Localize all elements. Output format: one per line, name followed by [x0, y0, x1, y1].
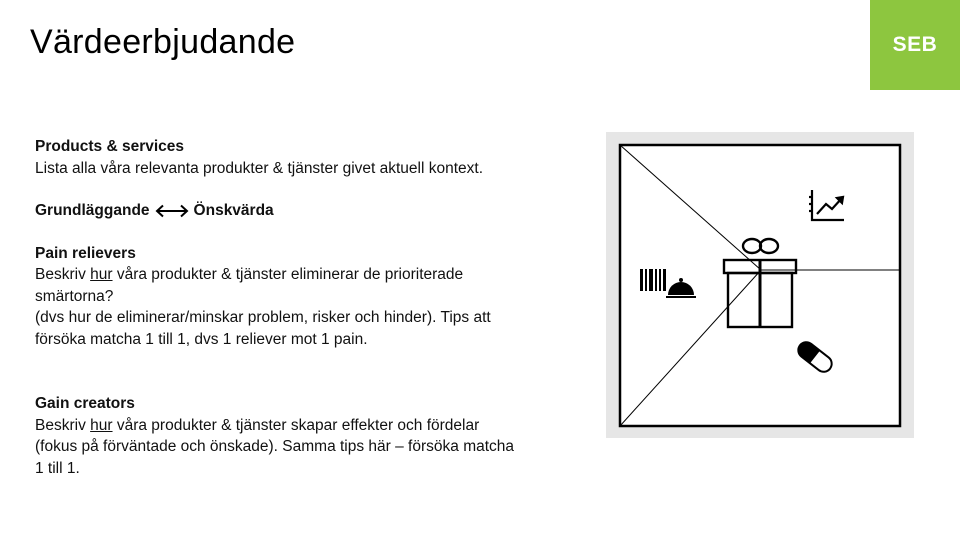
axis-row: [35, 200, 525, 222]
products-text: Lista alla våra relevanta produkter & tjänster givet aktuell kontext.: [35, 159, 484, 177]
seb-logo: [870, 0, 960, 90]
logo-text: SEB: [892, 33, 938, 56]
gain-section: [35, 393, 525, 479]
value-map-diagram: [606, 132, 914, 438]
double-arrow-icon: [154, 204, 190, 218]
gain-heading: Gain creators: [35, 395, 135, 412]
pain-text-post: våra produkter & tjänster eliminerar de prioriterade smärtorna?: [35, 266, 464, 305]
products-section: [35, 136, 525, 179]
pain-text-underlined: hur: [90, 266, 113, 283]
slide-title: Värdeerbjudande: [30, 23, 296, 61]
gain-text: [35, 415, 525, 480]
gain-text-pre: Beskriv: [35, 416, 91, 434]
axis-right-label: Önskvärda: [193, 202, 274, 219]
pain-text: [35, 264, 525, 307]
pain-tip: (dvs hur de eliminerar/minskar problem, risker och hinder). Tips att försöka matcha 1 till 1, dvs 1 reliever mot 1 pain.: [35, 309, 491, 348]
value-map-panel: [606, 132, 914, 438]
pain-text-pre: Beskriv: [35, 266, 91, 283]
text-column: [35, 136, 525, 479]
pain-section: [35, 243, 525, 351]
gain-text-underlined: hur: [90, 416, 113, 434]
axis-left-label: Grundläggande: [35, 202, 150, 219]
gain-text-post: våra produkter & tjänster skapar effekter och fördelar (fokus på förväntade och önskade). Samma tips här – försöka matcha 1 till 1.: [35, 416, 515, 477]
pain-heading: Pain relievers: [35, 244, 136, 262]
products-heading: Products & services: [35, 138, 185, 155]
